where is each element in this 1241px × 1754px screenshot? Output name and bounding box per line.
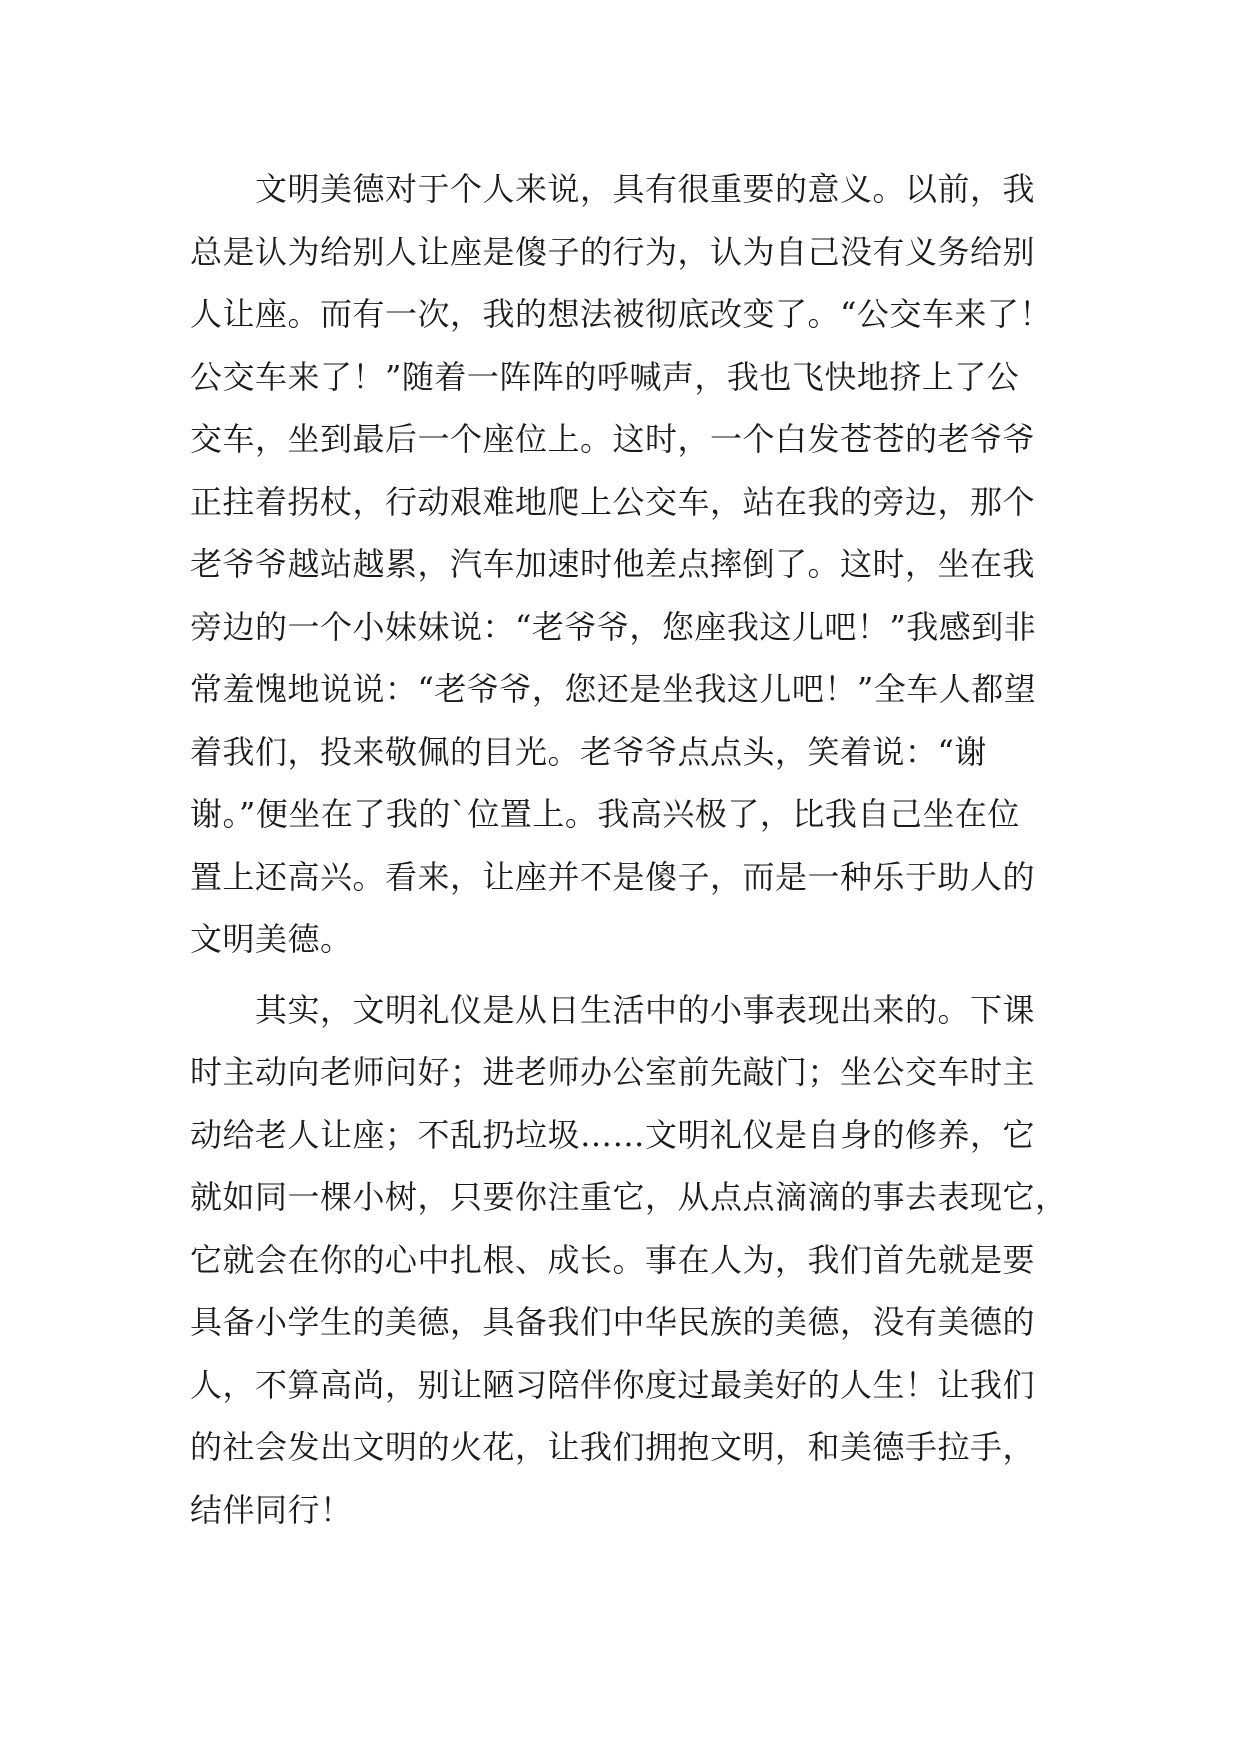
text-line: 的社会发出文明的火花，让我们拥抱文明，和美德手拉手， [190,1428,1036,1466]
text-line: 公交车来了！”随着一阵阵的呼喊声，我也飞快地挤上了公 [190,357,1020,396]
text-line: 它就会在你的心中扎根、成长。事在人为，我们首先就是要 [190,1240,1036,1279]
paragraph-2 [190,979,1068,1542]
text-line: 谢。”便坐在了我的`位置上。我高兴极了，比我自己坐在位 [190,795,1020,833]
text-line: 结伴同行！ [190,1490,353,1529]
text-line: 动给老人让座；不乱扔垃圾……文明礼仪是自身的修养，它 [190,1115,1036,1154]
text-line: 就如同一棵小树，只要你注重它，从点点滴滴的事去表现它， [190,1178,1068,1216]
document-body [190,158,1068,1541]
text-line: 其实，文明礼仪是从日生活中的小事表现出来的。下课 [190,990,1036,1029]
text-line: 着我们，投来敬佩的目光。老爷爷点点头，笑着说：“谢 [190,732,987,771]
paragraph-spacer [190,971,1052,979]
text-line: 旁边的一个小妹妹说：“老爷爷，您座我这儿吧！”我感到非 [190,607,1037,646]
text-line: 总是认为给别人让座是傻子的行为，认为自己没有义务给别 [190,232,1036,271]
text-line: 人，不算高尚，别让陋习陪伴你度过最美好的人生！让我们 [190,1365,1036,1404]
text-line: 交车，坐到最后一个座位上。这时，一个白发苍苍的老爷爷 [190,420,1036,458]
text-line: 具备小学生的美德，具备我们中华民族的美德，没有美德的 [190,1303,1036,1341]
text-line: 置上还高兴。看来，让座并不是傻子，而是一种乐于助人的 [190,857,1036,896]
text-line: 人让座。而有一次，我的想法被彻底改变了。“公交车来了！ [190,295,1052,333]
text-line: 文明美德。 [190,920,353,958]
text-line: 老爷爷越站越累，汽车加速时他差点摔倒了。这时，坐在我 [190,545,1036,583]
text-line: 时主动向老师问好；进老师办公室前先敲门；坐公交车时主 [190,1053,1036,1091]
text-line: 文明美德对于个人来说，具有很重要的意义。以前，我 [190,170,1036,208]
text-line: 正拄着拐杖，行动艰难地爬上公交车，站在我的旁边，那个 [190,482,1036,521]
paragraph-1 [190,158,1052,971]
text-line: 常羞愧地说说：“老爷爷，您还是坐我这儿吧！”全车人都望 [190,670,1037,708]
